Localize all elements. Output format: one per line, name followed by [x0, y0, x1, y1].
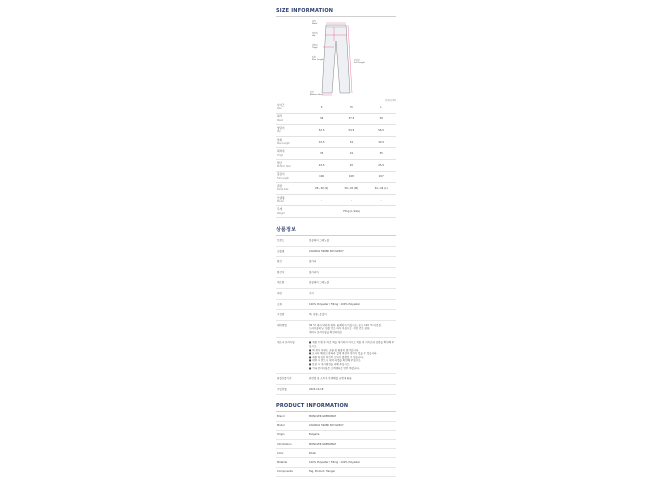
- size-cell: 107: [366, 171, 396, 183]
- product-kr-value-line: 몽클레어 그레노블: [309, 238, 330, 242]
- size-row: [276, 113, 396, 125]
- size-table: [276, 102, 396, 218]
- product-kr-value-line: ■ 기타 문의사항은 고객센터로 연락 바랍니다.: [309, 366, 360, 370]
- size-row-label-ko: 모델명: [277, 196, 285, 200]
- size-row-label: [276, 183, 307, 195]
- pants-diagram: [276, 17, 396, 97]
- product-en-value: Khaki: [309, 449, 396, 458]
- size-row-label-en: Model: [277, 200, 284, 204]
- size-row-label-en: Korea Size: [277, 188, 289, 192]
- size-cell: 39: [366, 113, 396, 125]
- product-kr-value-line: 카키: [309, 291, 314, 295]
- product-kr-value: [309, 246, 396, 257]
- size-row: [276, 206, 396, 218]
- product-kr-row: [276, 299, 396, 310]
- size-row: [276, 136, 396, 148]
- size-cell: 24.5: [307, 159, 337, 171]
- size-cell: 32~34 (L): [366, 183, 396, 195]
- product-kr-value: [309, 267, 396, 278]
- size-cell: L: [366, 102, 396, 113]
- product-en-value: 2A00001 5968K 823 KZ407: [309, 421, 396, 430]
- size-row-label-en: Weight: [277, 211, 285, 215]
- product-kr-row: [276, 246, 396, 257]
- product-kr-key: 모델명: [276, 246, 309, 257]
- product-en-key: Information: [276, 439, 309, 448]
- size-row-label-en: Full Length: [277, 176, 289, 180]
- product-kr-key: 세탁방법: [276, 320, 309, 338]
- size-row-label-ko: 허리: [277, 115, 283, 119]
- size-info-title: SIZE INFORMATION: [276, 8, 334, 14]
- size-cell: 25.5: [366, 159, 396, 171]
- size-cell: -: [336, 194, 366, 206]
- product-kr-key: 소재: [276, 299, 309, 310]
- hip-label: 엉덩이 Hip: [312, 33, 318, 37]
- unit-note: 단위 (cm): [385, 99, 396, 102]
- product-kr-value-line: 택, 상품, 옷걸이: [309, 313, 327, 317]
- size-cell: 33.5: [307, 136, 337, 148]
- product-en-value: Tag, Product, Hanger: [309, 467, 396, 476]
- size-row: [276, 125, 396, 137]
- size-row-label-en: Hip: [277, 130, 281, 134]
- size-row-label: [276, 206, 307, 218]
- product-kr-key: 수입연월: [276, 384, 309, 395]
- product-kr-row: [276, 267, 396, 278]
- size-cell: 34.5: [366, 136, 396, 148]
- product-kr-key: 품질보증기준: [276, 374, 309, 385]
- product-kr-value-line: 2A00001 5968K 823 KZ407: [309, 249, 344, 253]
- product-kr-key: 원산지: [276, 267, 309, 278]
- product-en-row: [276, 449, 396, 458]
- size-cell: 25: [336, 159, 366, 171]
- product-kr-row: [276, 374, 396, 385]
- product-kr-row: [276, 257, 396, 268]
- product-kr-key: 제조원: [276, 278, 309, 289]
- product-kr-value-line: ■ 제품 수령 후 바로 택을 제거하지 마시고 착용 전 사이즈와 상품을 확인해 주십시오.: [309, 341, 395, 349]
- size-row-label-ko: 엉덩이: [277, 127, 285, 131]
- product-kr-value: [309, 288, 396, 299]
- rise-label: 밑위 Rise Length: [312, 57, 324, 61]
- product-en-table: [276, 412, 396, 476]
- bottom-hem-label: 밑단 Bottom Hem: [310, 92, 323, 96]
- product-kr-value-line: 세탁시 유의사항을 확인하세요: [309, 330, 342, 334]
- size-row-label-ko: 무게: [277, 208, 283, 212]
- product-kr-row: [276, 278, 396, 289]
- size-row-label-ko: 허벅지: [277, 150, 285, 154]
- product-kr-value: [309, 374, 396, 385]
- size-row: [276, 148, 396, 160]
- size-row-label-ko: 총길이: [277, 173, 285, 177]
- size-row-label-en: Size: [277, 107, 282, 111]
- size-row: [276, 171, 396, 183]
- size-cell: 30~32 (M): [336, 183, 366, 195]
- product-kr-value-line: 몽클레어 그레노블: [309, 281, 330, 285]
- product-kr-table: [276, 236, 396, 395]
- product-detail-column: [276, 0, 396, 477]
- size-row: [276, 159, 396, 171]
- waist-label: 허리 Waist: [312, 21, 318, 25]
- product-kr-value: [309, 236, 396, 246]
- product-en-row: [276, 439, 396, 448]
- product-en-value: MONCLER GRENOBLE: [309, 439, 396, 448]
- size-cell: 36: [307, 113, 337, 125]
- size-cell: 35: [366, 148, 396, 160]
- product-en-value: MONCLER GRENOBLE: [309, 412, 396, 421]
- product-kr-value-line: 2023.10.18: [309, 387, 324, 391]
- product-kr-value-line: 불가리: [309, 260, 317, 264]
- size-row-label-ko: 밑위: [277, 138, 283, 142]
- size-cell: 108: [336, 171, 366, 183]
- product-kr-value: [309, 384, 396, 395]
- product-kr-value-line: ■ 모니터 해상도에 따라 실제 색상과 차이가 있을 수 있습니다.: [309, 352, 378, 356]
- size-cell: 52.5: [307, 125, 337, 137]
- size-row-label: [276, 171, 307, 183]
- size-row-label-ko: 사이즈: [277, 103, 285, 107]
- size-row-label-ko: 권장: [277, 185, 283, 189]
- size-row-label-ko: 밑단: [277, 161, 283, 165]
- product-kr-value-line: ■ 세탁 시 반드시 세탁 라벨을 확인해 주십시오.: [309, 359, 362, 363]
- product-en-value: Bulgaria: [309, 430, 396, 439]
- size-cell: 34: [336, 136, 366, 148]
- size-row-label: [276, 125, 307, 137]
- size-cell: 33: [307, 148, 337, 160]
- product-kr-value-line: ■ 제품 특성상 약간의 오차가 발생할 수 있습니다.: [309, 355, 364, 359]
- size-cell: -: [307, 194, 337, 206]
- size-row-label: [276, 113, 307, 125]
- size-row-label-en: Waist: [277, 118, 283, 122]
- product-kr-value-line: 100% Polyester / Filling : 100% Polyester: [309, 302, 360, 306]
- product-kr-key: 구성품: [276, 310, 309, 321]
- product-kr-value: [309, 299, 396, 310]
- size-cell: 54.5: [336, 125, 366, 137]
- product-en-row: [276, 412, 396, 421]
- thigh-label: 허벅지 Thigh: [312, 45, 318, 49]
- size-row-label-en: Thigh: [277, 153, 284, 157]
- size-row-label: [276, 102, 307, 113]
- product-en-row: [276, 430, 396, 439]
- product-kr-value-line: 드라이클리닝, 텀블 건조 하지 마십시오, 자연 건조 권장,: [309, 327, 371, 331]
- size-row-label-en: Bottom Hem: [277, 165, 291, 169]
- size-row: [276, 183, 396, 195]
- size-cell: 28~30 (S): [307, 183, 337, 195]
- product-en-title: PRODUCT INFORMATION: [276, 403, 349, 410]
- size-row: [276, 102, 396, 113]
- product-kr-value: [309, 338, 396, 374]
- product-en-key: Origin: [276, 430, 309, 439]
- size-row-label: [276, 159, 307, 171]
- size-cell: S: [307, 102, 337, 113]
- product-kr-key: 원산: [276, 257, 309, 268]
- size-row: [276, 194, 396, 206]
- product-kr-key: 브랜드: [276, 236, 309, 246]
- product-kr-value: [309, 278, 396, 289]
- size-row-label: [276, 148, 307, 160]
- product-kr-row: [276, 338, 396, 374]
- product-en-value: 100% Polyester / Filling : 100% Polyester: [309, 458, 396, 467]
- product-en-key: Color: [276, 449, 309, 458]
- product-en-row: [276, 467, 396, 476]
- size-row-label-en: Rise Length: [277, 142, 290, 146]
- product-kr-row: [276, 236, 396, 246]
- product-kr-value-line: 관련법 및 소비자 분쟁해결 규정에 따름: [309, 377, 352, 381]
- size-cell: 34: [336, 148, 366, 160]
- product-kr-row: [276, 320, 396, 338]
- size-cell: M: [336, 102, 366, 113]
- product-kr-value: [309, 310, 396, 321]
- product-kr-row: [276, 310, 396, 321]
- size-row-label: [276, 136, 307, 148]
- product-kr-row: [276, 288, 396, 299]
- product-kr-value-line: ■ 보관 시 직사광선을 피해 주십시오.: [309, 363, 350, 367]
- product-en-key: Model: [276, 421, 309, 430]
- product-en-row: [276, 458, 396, 467]
- size-cell: -: [366, 194, 396, 206]
- size-row-label: [276, 194, 307, 206]
- product-kr-value-line: ■ 택 제거 후에는 교환 및 환불이 불가합니다.: [309, 348, 359, 352]
- product-kr-key: 색상: [276, 288, 309, 299]
- product-kr-value-line: 30 °C 에서 약하게 세탁, 표백하지 마십시오, 온도 110 °C 다림질,: [309, 323, 382, 327]
- product-kr-row: [276, 384, 396, 395]
- product-kr-value-line: 불가리아: [309, 270, 319, 274]
- size-row-value: 751g (L Size): [307, 206, 396, 218]
- pants-illustration: [276, 17, 396, 97]
- product-en-key: Material: [276, 458, 309, 467]
- product-en-row: [276, 421, 396, 430]
- full-length-label: 총길이 Full Length: [354, 60, 365, 64]
- product-kr-value: [309, 320, 396, 338]
- product-kr-key: 제조국 유의사항: [276, 338, 309, 374]
- product-en-key: Components: [276, 467, 309, 476]
- product-kr-value: [309, 257, 396, 268]
- size-cell: 37.5: [336, 113, 366, 125]
- size-cell: 106: [307, 171, 337, 183]
- product-en-key: Brand: [276, 412, 309, 421]
- size-cell: 56.5: [366, 125, 396, 137]
- product-kr-title: 상품정보: [276, 226, 297, 233]
